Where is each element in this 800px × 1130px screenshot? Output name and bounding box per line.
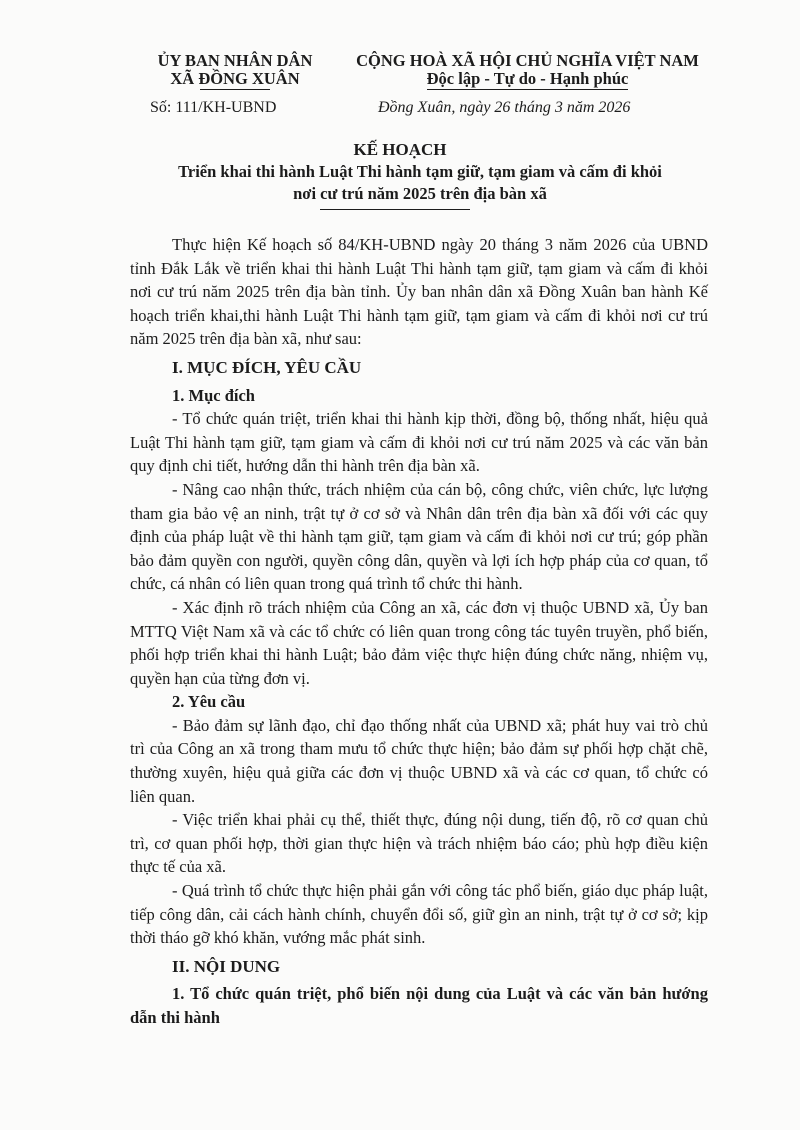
requirements-paragraph-3: - Quá trình tổ chức thực hiện phải gắn với công tác phổ biến, giáo dục pháp luật, tiếp công dân, cải cách hành chính, chuyển đổi số, giữ gìn an ninh, trật tự ở cơ sở; kịp thời tháo gỡ khó khăn, vướng mắc phát sinh. [130, 881, 708, 948]
title-underline [320, 209, 470, 210]
purpose-paragraph-2: - Nâng cao nhận thức, trách nhiệm của cán bộ, công chức, viên chức, lực lượng tham gia bảo vệ an ninh, trật tự ở cơ sở và Nhân dân trên địa bàn xã đối với các quy định của pháp luật về thi hành tạm giữ, tạm giam và cấm đi khỏi nơi cư trú; góp phần bảo đảm quyền con người, quyền công dân, quyền và lợi ích hợp pháp của cơ quan, tổ chức, cá nhân có liên quan trong quá trình tổ chức thi hành. [130, 479, 708, 594]
requirements-paragraph-1: - Bảo đảm sự lãnh đạo, chỉ đạo thống nhất của UBND xã; phát huy vai trò chủ trì của Công an xã trong tham mưu tổ chức thực hiện; bảo đảm sự phối hợp chặt chẽ, thường xuyên, hiệu quả giữa các đơn vị thuộc UBND xã và các cơ quan, tổ chức có liên quan. [130, 715, 708, 806]
title-line-1: Triển khai thi hành Luật Thi hành tạm giữ, tạm giam và cấm đi khỏi [178, 162, 662, 181]
issuing-agency [140, 52, 330, 90]
title-line-2: nơi cư trú năm 2025 trên địa bàn xã [293, 184, 547, 203]
document-number: Số: 111/KH-UBND [150, 99, 277, 116]
agency-underline [200, 89, 270, 90]
agency-line-2: XÃ ĐỒNG XUÂN [170, 69, 300, 88]
intro-paragraph: Thực hiện Kế hoạch số 84/KH-UBND ngày 20 tháng 3 năm 2026 của UBND tỉnh Đắk Lắk về triển khai thi hành Luật Thi hành tạm giữ, tạm giam và cấm đi khỏi nơi cư trú năm 2025 trên địa bàn tỉnh. Ủy ban nhân dân xã Đồng Xuân ban hành Kế hoạch triển khai,thi hành Luật Thi hành tạm giữ, tạm giam và cấm đi khỏi nơi cư trú năm 2025 trên địa bàn xã, như sau: [130, 235, 708, 349]
document-type: KẾ HOẠCH [353, 140, 447, 159]
requirements-paragraph-2: - Việc triển khai phải cụ thể, thiết thực, đúng nội dung, tiến độ, rõ cơ quan chủ trì, cơ quan phối hợp, thời gian thực hiện và trách nhiệm báo cáo; phù hợp điều kiện thực tế của xã. [130, 810, 708, 877]
place-date: Đồng Xuân, ngày 26 tháng 3 năm 2026 [378, 99, 631, 116]
purpose-paragraph-3: - Xác định rõ trách nhiệm của Công an xã, các đơn vị thuộc UBND xã, Ủy ban MTTQ Việt Nam xã và các tổ chức có liên quan trong công tác tuyên truyền, phổ biến, phối hợp triển khai thi hành Luật; bảo đảm việc thực hiện đúng chức năng, nhiệm vụ, quyền hạn của từng đơn vị. [130, 597, 708, 688]
document-title [150, 161, 690, 205]
section-1-heading: I. MỤC ĐÍCH, YÊU CẦU [172, 357, 362, 377]
national-motto: Độc lập - Tự do - Hạnh phúc [426, 69, 629, 88]
purpose-paragraph-1: - Tổ chức quán triệt, triển khai thi hành kịp thời, đồng bộ, thống nhất, hiệu quả Luật Thi hành tạm giữ, tạm giam và cấm đi khỏi nơi cư trú năm 2025 và các văn bản quy định chi tiết, hướng dẫn thi hành trên địa bàn xã. [130, 409, 708, 476]
document-body [130, 233, 708, 1030]
agency-line-1: ỦY BAN NHÂN DÂN [157, 51, 313, 70]
subsection-purpose-heading: 1. Mục đích [172, 385, 255, 405]
country-name: CỘNG HOÀ XÃ HỘI CHỦ NGHĨA VIỆT NAM [356, 51, 699, 70]
section-2-heading: II. NỘI DUNG [172, 956, 281, 976]
national-header [335, 52, 720, 90]
section-2-subsection-1-heading: 1. Tổ chức quán triệt, phổ biến nội dung của Luật và các văn bản hướng dẫn thi hành [130, 984, 708, 1027]
subsection-requirements-heading: 2. Yêu cầu [172, 692, 246, 712]
